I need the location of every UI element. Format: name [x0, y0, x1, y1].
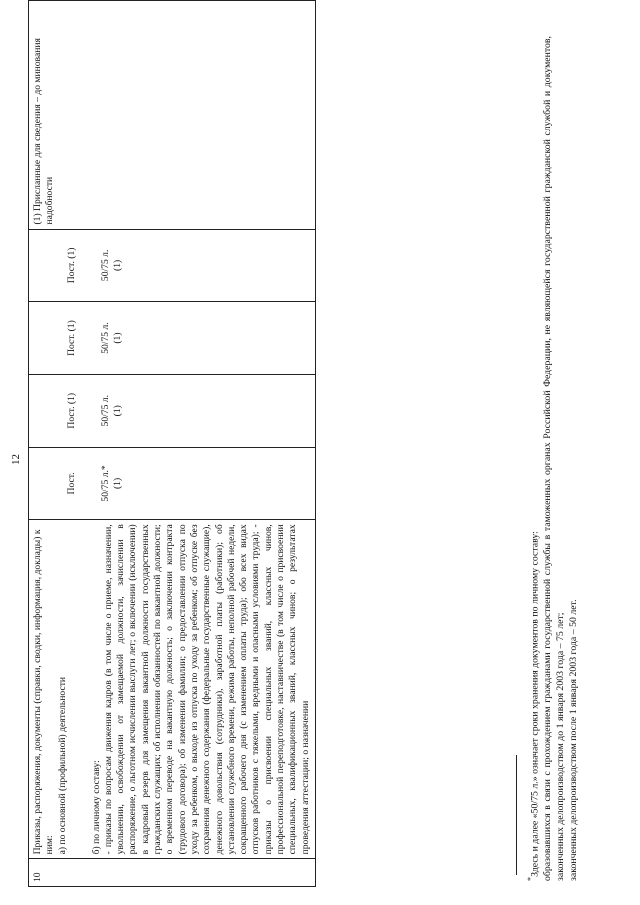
- period-4-personnel: 50/75 л.: [100, 249, 111, 282]
- retention-table: [28, 0, 316, 887]
- row-description: [29, 520, 316, 859]
- period-col-3: [29, 302, 316, 375]
- period-4-permanent: Пост. (1): [66, 247, 77, 284]
- period-3-permanent: Пост. (1): [66, 320, 77, 356]
- sub-a: а) по основной (профильной) деятельности: [56, 676, 68, 855]
- footnote-line-1: Здесь и далее «50/75 л.» означает сроки хранения документов по личному составу:: [529, 531, 541, 877]
- period-2-personnel: 50/75 л.: [100, 395, 111, 427]
- remark-cell: (1) Присланные для сведения – до минования надобности: [29, 1, 316, 230]
- row-number: 10: [29, 859, 316, 887]
- footnote-line-3: законченных делопроизводством после 1 января 2003 года – 50 лет.: [567, 599, 579, 881]
- period-1-personnel: 50/75 л.*: [100, 465, 111, 502]
- period-2-note: (1): [112, 405, 124, 417]
- period-1-note: (1): [112, 477, 124, 490]
- period-4-note: (1): [112, 259, 124, 271]
- row-title: Приказы, распоряжения, документы (справки, сводки, информация, доклады) к ним:: [32, 529, 56, 855]
- period-col-2: [29, 374, 316, 447]
- period-col-1: [29, 447, 316, 520]
- period-col-4: [29, 229, 316, 302]
- period-3-personnel: 50/75 л.: [100, 322, 111, 354]
- footnote: [525, 36, 580, 881]
- period-1-permanent: Пост.: [66, 472, 77, 495]
- page-number: 12: [10, 454, 22, 465]
- sub-b-items: - приказы по вопросам движения кадров (в том числе о приеме, назначении, увольнении, освобождении от замещаемой должности, зачислении в распоряжение, о льготном исчислении выслуги лет; о включении (исключении) в кадровый резерв для замещения вакантной должности государственных гражданских служащих; об исполнении обязанностей по вакантной должности; о временном переводе на вакантную должность; о заключении контракта (трудового договора); об изменении фамилии; о предоставлении отпуска по уходу за ребенком, о выходе из отпуска по уходу за ребенком; об отпуске без сохранения денежного содержания (федеральные государственные служащие), денежного довольствия (сотрудники), заработной платы (работники); об установлении служебного времени, режима работы, неполной рабочей недели, сокращенного рабочего дня (с изменением оплаты труда); обо всех видах отпусков работников с тяжелыми, вредными и опасными условиями труда); - приказы о присвоении специальных званий, классных чинов, профессиональной переподготовке, наставничестве (в том числе о присвоении специальных, квалификационных званий, классных чинов; о результатах проведения аттестации; о назначении: [102, 524, 311, 855]
- sub-b: б) по личному составу:: [90, 760, 102, 855]
- footnote-line-2: образовавшихся в связи с прохождением гражданами государственной службы в таможенных органах Российской Федерации, не являющейся государственной гражданской службой и документов, законченных делопроизводством до 1 января 2003 года – 75 лет;: [542, 36, 566, 881]
- period-3-note: (1): [112, 332, 124, 344]
- table-row: [29, 1, 316, 887]
- footnote-separator: [516, 755, 517, 875]
- period-2-permanent: Пост. (1): [66, 392, 77, 429]
- footnote-mark: *: [526, 876, 535, 881]
